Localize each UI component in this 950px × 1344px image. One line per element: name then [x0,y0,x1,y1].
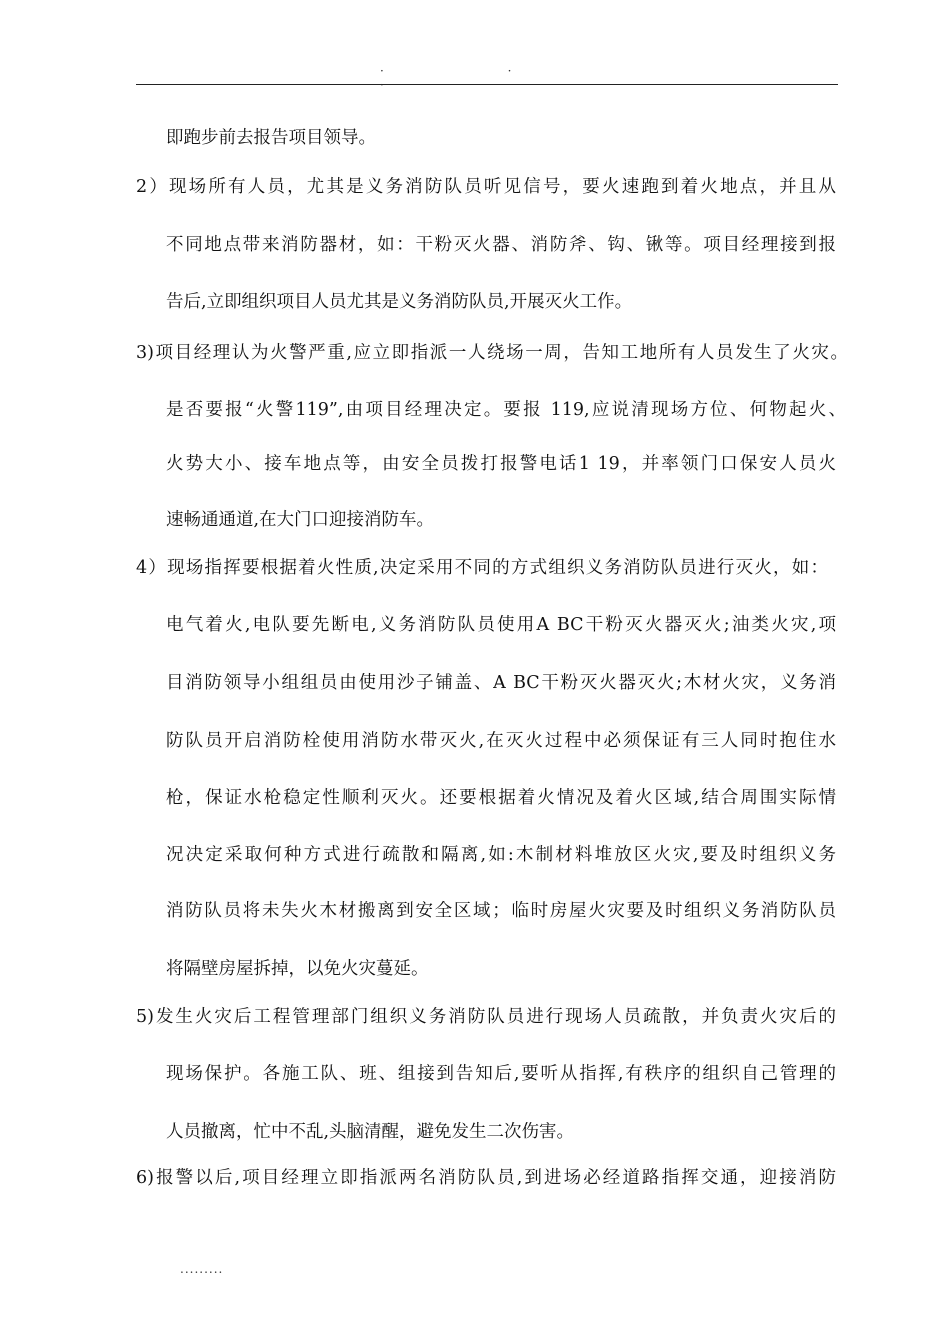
text-line: 告后,立即组织项目人员尤其是义务消防队员,开展灭火工作。 [166,292,633,312]
text-line: 电气着火,电队要先断电,义务消防队员使用A BC干粉灭火器灭火;油类火灾,项 [166,615,836,635]
header-dots: · · · [380,64,572,92]
text-line: 即跑步前去报告项目领导。 [166,128,376,148]
text-line: 4）现场指挥要根据着火性质,决定采用不同的方式组织义务消防队员进行灭火，如： [136,558,828,578]
text-line: 枪，保证水枪稳定性顺利灭火。还要根据着火情况及着火区域,结合周围实际情 [166,788,836,808]
footer-dots: ......... [180,1262,224,1276]
text-line: 速畅通通道,在大门口迎接消防车。 [166,510,435,530]
text-line: 5)发生火灾后工程管理部门组织义务消防队员进行现场人员疏散，并负责火灾后的 [136,1007,836,1027]
text-line: 6)报警以后,项目经理立即指派两名消防队员,到进场必经道路指挥交通，迎接消防 [136,1168,836,1188]
text-line: 防队员开启消防栓使用消防水带灭火,在灭火过程中必须保证有三人同时抱住水 [166,731,836,751]
text-line: 目消防领导小组组员由使用沙子铺盖、A BC干粉灭火器灭火;木材火灾，义务消 [166,673,836,693]
text-line: 况决定采取何种方式进行疏散和隔离,如:木制材料堆放区火灾,要及时组织义务 [166,845,836,865]
text-line: 现场保护。各施工队、班、组接到告知后,要听从指挥,有秩序的组织自己管理的 [166,1064,836,1084]
text-line: 将隔壁房屋拆掉，以免火灾蔓延。 [166,959,429,979]
text-line: 是否要报“火警119”,由项目经理决定。要报 119,应说清现场方位、何物起火、 [166,400,846,420]
header-rule [136,84,838,85]
text-line: 不同地点带来消防器材，如：干粉灭火器、消防斧、钩、锹等。项目经理接到报 [166,235,836,255]
text-line: 人员撤离，忙中不乱,头脑清醒，避免发生二次伤害。 [166,1122,575,1142]
text-line: 3)项目经理认为火警严重,应立即指派一人绕场一周，告知工地所有人员发生了火灾。 [136,343,848,363]
text-line: 火势大小、接车地点等，由安全员拨打报警电话1 19，并率领门口保安人员火 [166,454,836,474]
text-line: 2）现场所有人员，尤其是义务消防队员听见信号，要火速跑到着火地点，并且从 [136,177,836,197]
text-line: 消防队员将未失火木材搬离到安全区域；临时房屋火灾要及时组织义务消防队员 [166,901,836,921]
